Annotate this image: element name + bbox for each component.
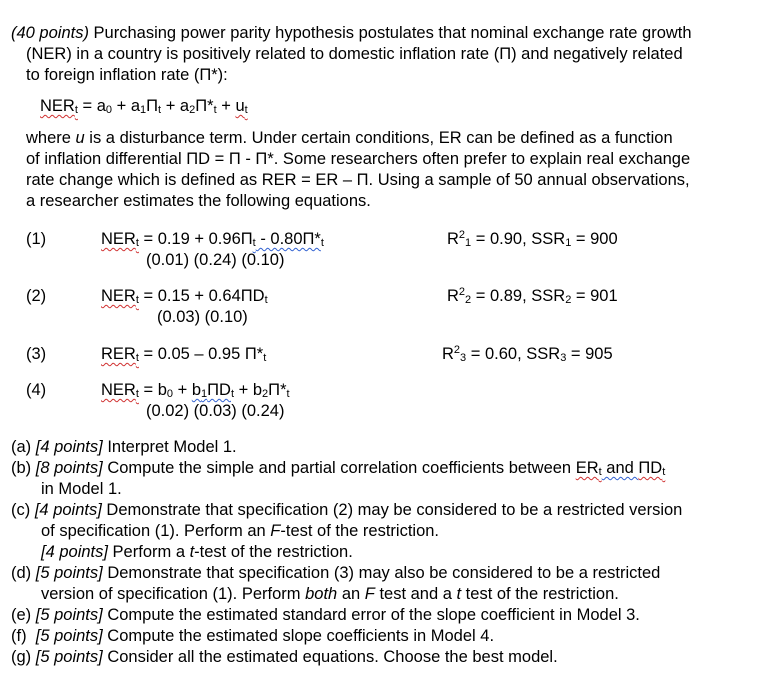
question-a: (a) [4 points] Interpret Model 1. [11, 438, 237, 456]
intro-line-2: (NER) in a country is positively related to domestic inflation rate (Π) and negatively related [26, 45, 683, 63]
para-line-1: where u is a disturbance term. Under certain conditions, ER can be defined as a function [26, 129, 673, 147]
model-4-std-errors: (0.02) (0.03) (0.24) [146, 402, 285, 420]
question-d-cont: version of specification (1). Perform both an F test and a t test of the restriction. [41, 585, 619, 603]
model-4-number: (4) [26, 381, 47, 399]
model-4-equation: $NER_t = b_0 + b_1\Pi D_t + b_2\Pi*_t$ [101, 381, 290, 400]
model-3-fit: $R^2_3 = 0.60$, $SSR_3 = 905$ [442, 344, 613, 364]
model-2-std-errors: (0.03) (0.10) [157, 308, 248, 326]
question-b: (b) [8 points] Compute the simple and partial correlation coefficients between $ER_t$ and $\Pi D_t$ [11, 459, 666, 478]
model-2-number: (2) [26, 287, 47, 305]
intro-line-3: to foreign inflation rate (Π*): [26, 66, 228, 84]
question-d: (d) [5 points] Demonstrate that specification (3) may also be considered to be a restricted [11, 564, 661, 582]
intro-line-1: (40 points) Purchasing power parity hypothesis postulates that nominal exchange rate growth [11, 24, 692, 42]
question-c-cont-2: [4 points] Perform a t-test of the restriction. [41, 543, 353, 561]
para-line-4: a researcher estimates the following equations. [26, 192, 371, 210]
question-c: (c) [4 points] Demonstrate that specification (2) may be considered to be a restricted version [11, 501, 683, 519]
question-b-cont: in Model 1. [41, 480, 122, 498]
model-1-fit: $R^2_1 = 0.90$, $SSR_1 = 900$ [447, 229, 618, 249]
para-line-2: of inflation differential ΠD = Π - Π*. Some researchers often prefer to explain real exchange [26, 150, 691, 168]
model-2-equation: $NER_t = 0.15 + 0.64\Pi D_t$ [101, 287, 268, 306]
intro-points: (40 points) [11, 24, 89, 42]
model-1-number: (1) [26, 230, 47, 248]
question-g: (g) [5 points] Consider all the estimated equations. Choose the best model. [11, 648, 558, 666]
model-2-fit: $R^2_2 = 0.89$, $SSR_2 = 901$ [447, 286, 618, 306]
model-1-equation: $NER_t = 0.19 + 0.96\Pi_t - 0.80\Pi*_t$ [101, 230, 324, 249]
question-c-cont-1: of specification (1). Perform an F-test of the restriction. [41, 522, 440, 540]
para-line-3: rate change which is defined as RER = ER – Π. Using a sample of 50 annual observations, [26, 171, 690, 189]
question-e: (e) [5 points] Compute the estimated standard error of the slope coefficient in Model 3. [11, 606, 640, 624]
model-3-equation: $RER_t = 0.05 - 0.95$ $\Pi*_t$ [101, 345, 267, 364]
ppp-equation: $NER_t = a_0 + a_1\Pi_t + a_2\Pi*_t + u_t$ [40, 97, 248, 116]
question-f: (f) [5 points] Compute the estimated slope coefficients in Model 4. [11, 627, 495, 645]
model-1-std-errors: (0.01) (0.24) (0.10) [146, 251, 285, 269]
model-3-number: (3) [26, 345, 47, 363]
